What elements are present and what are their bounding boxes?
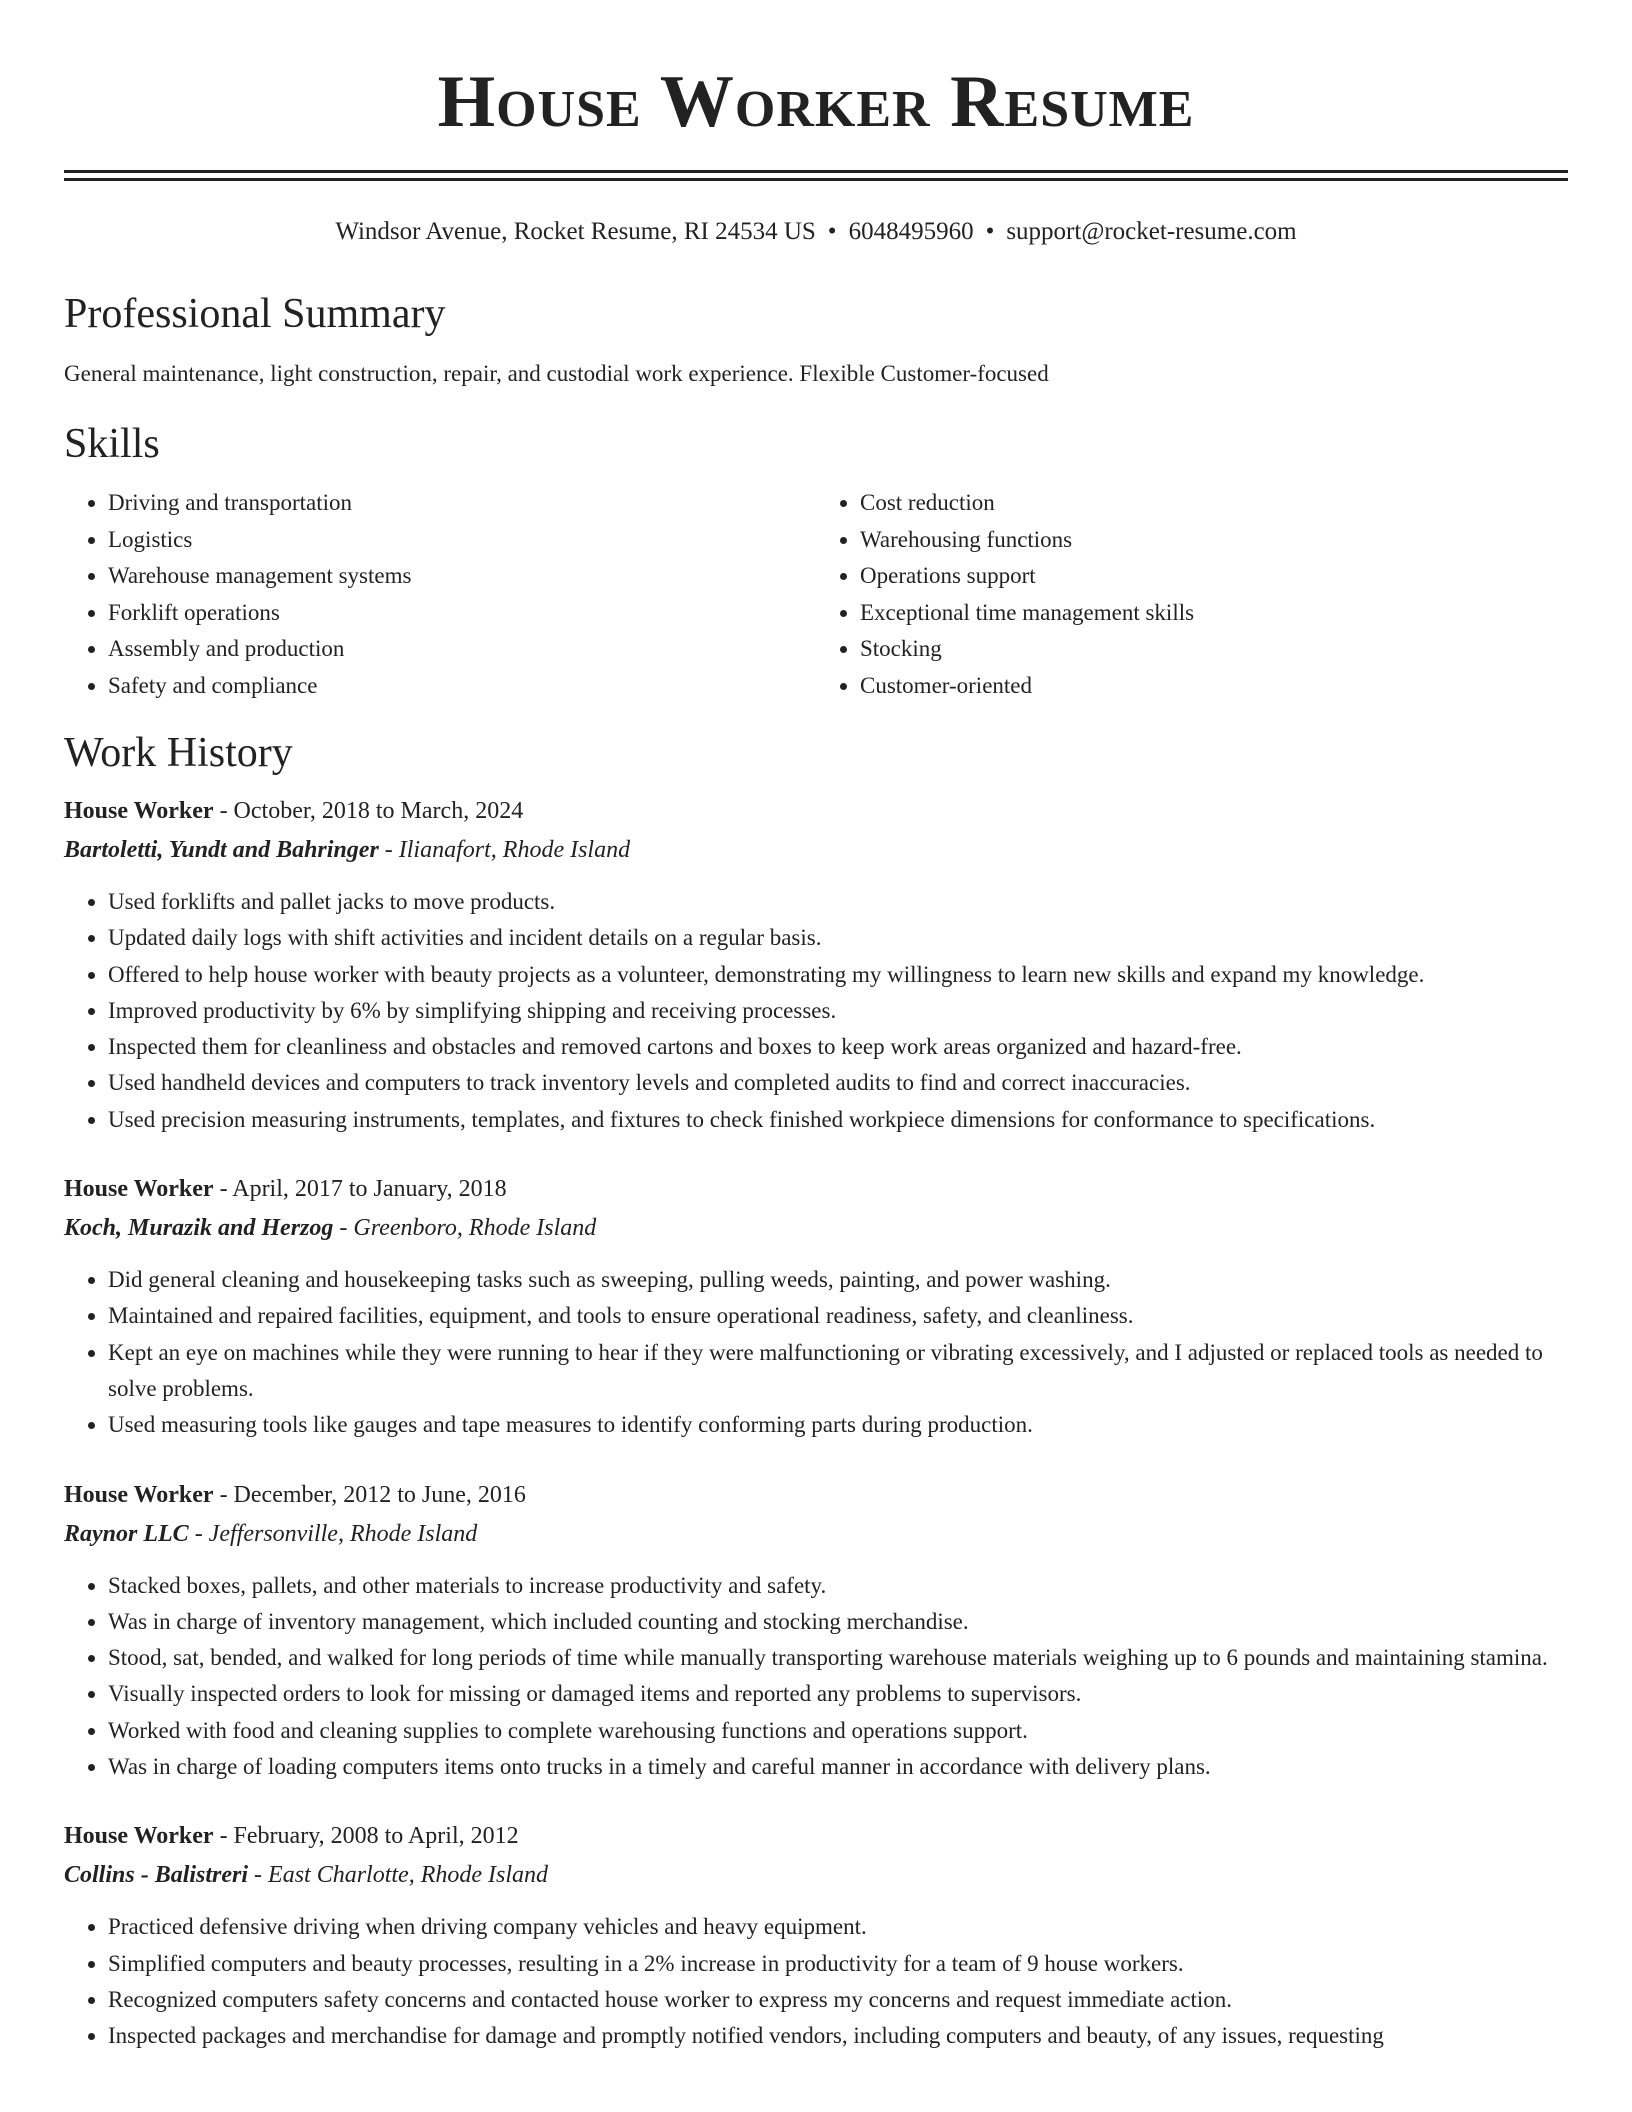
contact-email: support@rocket-resume.com (1006, 218, 1297, 245)
contact-line (64, 217, 1568, 247)
duty-list (64, 1568, 1568, 1786)
skills-column-left (64, 485, 816, 704)
skills-list (64, 485, 1568, 704)
job-entry (64, 1817, 1568, 2054)
job-title: House Worker (64, 1176, 214, 1203)
company-location: - Greenboro, Rhode Island (333, 1215, 597, 1242)
skill-item: • Forklift operations (108, 595, 816, 632)
job-title-line (64, 792, 1568, 830)
job-dates: - October, 2018 to March, 2024 (213, 798, 524, 824)
duty-item: • Was in charge of loading computers items onto trucks in a timely and careful manner in accordance with delivery plans. (108, 1749, 1568, 1785)
duty-item: • Improved productivity by 6% by simplifying shipping and receiving processes. (108, 993, 1568, 1029)
duty-item: • Recognized computers safety concerns and contacted house worker to express my concerns and request immediate action. (108, 1982, 1568, 2018)
company-line (64, 1514, 1568, 1554)
skill-item: • Assembly and production (108, 631, 816, 668)
title-divider-bottom (64, 178, 1568, 181)
duty-item: • Simplified computers and beauty processes, resulting in a 2% increase in productivity for a team of 9 house workers. (108, 1946, 1568, 1982)
company-name: Bartoletti, Yundt and Bahringer (64, 837, 379, 863)
title-divider-top (64, 170, 1568, 173)
duty-item: • Stood, sat, bended, and walked for long periods of time while manually transporting warehouse materials weighing up to 6 pounds and maintaining stamina. (108, 1640, 1568, 1676)
company-location: - Ilianafort, Rhode Island (378, 837, 631, 863)
work-history-heading: Work History (64, 730, 293, 776)
company-line (64, 1208, 1568, 1248)
duty-item: • Used precision measuring instruments, templates, and fixtures to check finished workpiece dimensions for conformance to specifications. (108, 1102, 1568, 1138)
company-line (64, 1855, 1568, 1895)
duty-item: • Kept an eye on machines while they were running to hear if they were malfunctioning or vibrating excessively, and I adjusted or replaced tools as needed to solve problems. (108, 1335, 1568, 1408)
job-title-line (64, 1476, 1568, 1514)
company-location: - East Charlotte, Rhode Island (248, 1862, 549, 1889)
job-entry (64, 792, 1568, 1138)
skill-item: • Driving and transportation (108, 485, 816, 522)
duty-item: • Updated daily logs with shift activities and incident details on a regular basis. (108, 920, 1568, 956)
contact-phone: 6048495960 (848, 218, 974, 245)
skill-item: • Operations support (860, 558, 1568, 595)
company-line (64, 830, 1568, 870)
skill-item: • Logistics (108, 522, 816, 559)
duty-list (64, 1262, 1568, 1443)
duty-item: • Used forklifts and pallet jacks to move products. (108, 884, 1568, 920)
duty-item: • Inspected them for cleanliness and obstacles and removed cartons and boxes to keep work areas organized and hazard-free. (108, 1029, 1568, 1065)
skill-item: • Exceptional time management skills (860, 595, 1568, 632)
duty-item: • Practiced defensive driving when driving company vehicles and heavy equipment. (108, 1909, 1568, 1945)
duty-item: • Inspected packages and merchandise for damage and promptly notified vendors, including computers and beauty, of any issues, requesting (108, 2018, 1568, 2054)
duty-item: • Worked with food and cleaning supplies to complete warehousing functions and operations support. (108, 1713, 1568, 1749)
skills-heading: Skills (64, 421, 160, 467)
company-name: Raynor LLC (64, 1520, 189, 1547)
company-name: Collins - Balistreri (64, 1862, 249, 1889)
resume-page (64, 0, 1568, 2055)
skill-item: • Warehouse management systems (108, 558, 816, 595)
skills-column-right (816, 485, 1568, 704)
skill-item: • Safety and compliance (108, 668, 816, 705)
duty-item: • Visually inspected orders to look for missing or damaged items and reported any problems to supervisors. (108, 1676, 1568, 1712)
job-dates: - February, 2008 to April, 2012 (213, 1823, 519, 1850)
job-entry (64, 1170, 1568, 1443)
job-dates: - April, 2017 to January, 2018 (213, 1176, 507, 1203)
duty-item: • Did general cleaning and housekeeping tasks such as sweeping, pulling weeds, painting, and power washing. (108, 1262, 1568, 1298)
job-dates: - December, 2012 to June, 2016 (213, 1481, 526, 1508)
contact-separator: • (985, 218, 995, 245)
company-name: Koch, Murazik and Herzog (64, 1215, 334, 1242)
duty-item: • Used handheld devices and computers to track inventory levels and completed audits to find and correct inaccuracies. (108, 1065, 1568, 1101)
duty-item: • Maintained and repaired facilities, equipment, and tools to ensure operational readiness, safety, and cleanliness. (108, 1298, 1568, 1334)
job-entry (64, 1476, 1568, 1786)
duty-list (64, 1909, 1568, 2054)
skill-item: • Warehousing functions (860, 522, 1568, 559)
skill-item: • Customer-oriented (860, 668, 1568, 705)
contact-address: Windsor Avenue, Rocket Resume, RI 24534 US (335, 218, 816, 245)
skill-item: • Stocking (860, 631, 1568, 668)
summary-text: General maintenance, light construction, repair, and custodial work experience. Flexible Customer-focused (64, 361, 1049, 386)
duty-item: • Used measuring tools like gauges and tape measures to identify conforming parts during production. (108, 1407, 1568, 1443)
job-title: House Worker (64, 1823, 214, 1850)
skill-item: • Cost reduction (860, 485, 1568, 522)
resume-title: House Worker Resume (437, 61, 1195, 143)
job-title: House Worker (64, 1481, 214, 1508)
summary-heading: Professional Summary (64, 291, 446, 337)
duty-item: • Was in charge of inventory management, which included counting and stocking merchandise. (108, 1604, 1568, 1640)
job-title: House Worker (64, 798, 214, 824)
job-title-line (64, 1817, 1568, 1855)
duty-list (64, 884, 1568, 1138)
job-title-line (64, 1170, 1568, 1208)
duty-item: • Offered to help house worker with beauty projects as a volunteer, demonstrating my willingness to learn new skills and expand my knowledge. (108, 957, 1568, 993)
company-location: - Jeffersonville, Rhode Island (188, 1520, 478, 1547)
duty-item: • Stacked boxes, pallets, and other materials to increase productivity and safety. (108, 1568, 1568, 1604)
contact-separator: • (827, 218, 837, 245)
